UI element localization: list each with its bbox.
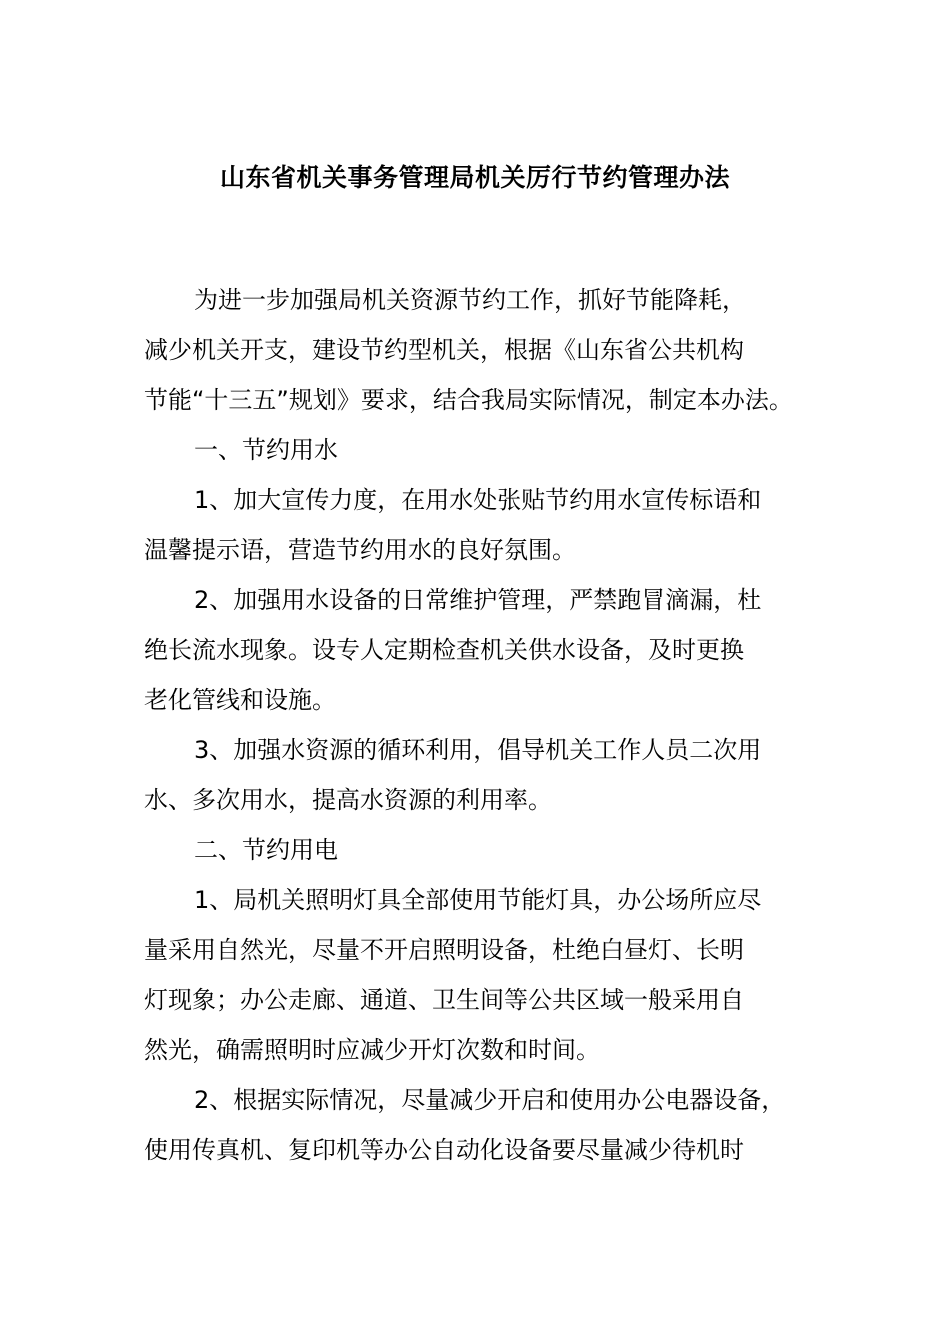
paragraph-line-electricity-1b: 量采用自然光，尽量不开启照明设备，杜绝白昼灯、长明 bbox=[144, 936, 744, 964]
paragraph-line-intro-2: 减少机关开支，建设节约型机关，根据《山东省公共机构 bbox=[144, 336, 744, 364]
paragraph-line-electricity-1d: 然光，确需照明时应减少开灯次数和时间。 bbox=[144, 1036, 600, 1064]
paragraph-line-water-2a: 2、加强用水设备的日常维护管理，严禁跑冒滴漏，杜 bbox=[194, 586, 762, 614]
paragraph-line-electricity-1c: 灯现象；办公走廊、通道、卫生间等公共区域一般采用自 bbox=[144, 986, 744, 1014]
paragraph-line-water-2b: 绝长流水现象。设专人定期检查机关供水设备，及时更换 bbox=[144, 636, 744, 664]
paragraph-line-water-1b: 温馨提示语，营造节约用水的良好氛围。 bbox=[144, 536, 576, 564]
paragraph-line-water-2c: 老化管线和设施。 bbox=[144, 686, 336, 714]
section-heading-water: 一、节约用水 bbox=[194, 436, 338, 464]
paragraph-line-intro-1: 为进一步加强局机关资源节约工作，抓好节能降耗， bbox=[194, 286, 746, 314]
paragraph-line-water-3a: 3、加强水资源的循环利用，倡导机关工作人员二次用 bbox=[194, 736, 762, 764]
paragraph-line-electricity-2b: 使用传真机、复印机等办公自动化设备要尽量减少待机时 bbox=[144, 1136, 744, 1164]
paragraph-line-intro-3: 节能“十三五”规划》要求，结合我局实际情况，制定本办法。 bbox=[144, 386, 793, 414]
paragraph-line-electricity-2a: 2、根据实际情况，尽量减少开启和使用办公电器设备， bbox=[194, 1086, 786, 1114]
document-title: 山东省机关事务管理局机关厉行节约管理办法 bbox=[219, 163, 730, 192]
paragraph-line-water-3b: 水、多次用水，提高水资源的利用率。 bbox=[144, 786, 552, 814]
paragraph-line-electricity-1a: 1、局机关照明灯具全部使用节能灯具，办公场所应尽 bbox=[194, 886, 762, 914]
paragraph-line-water-1a: 1、加大宣传力度，在用水处张贴节约用水宣传标语和 bbox=[194, 486, 762, 514]
section-heading-electricity: 二、节约用电 bbox=[194, 836, 338, 864]
